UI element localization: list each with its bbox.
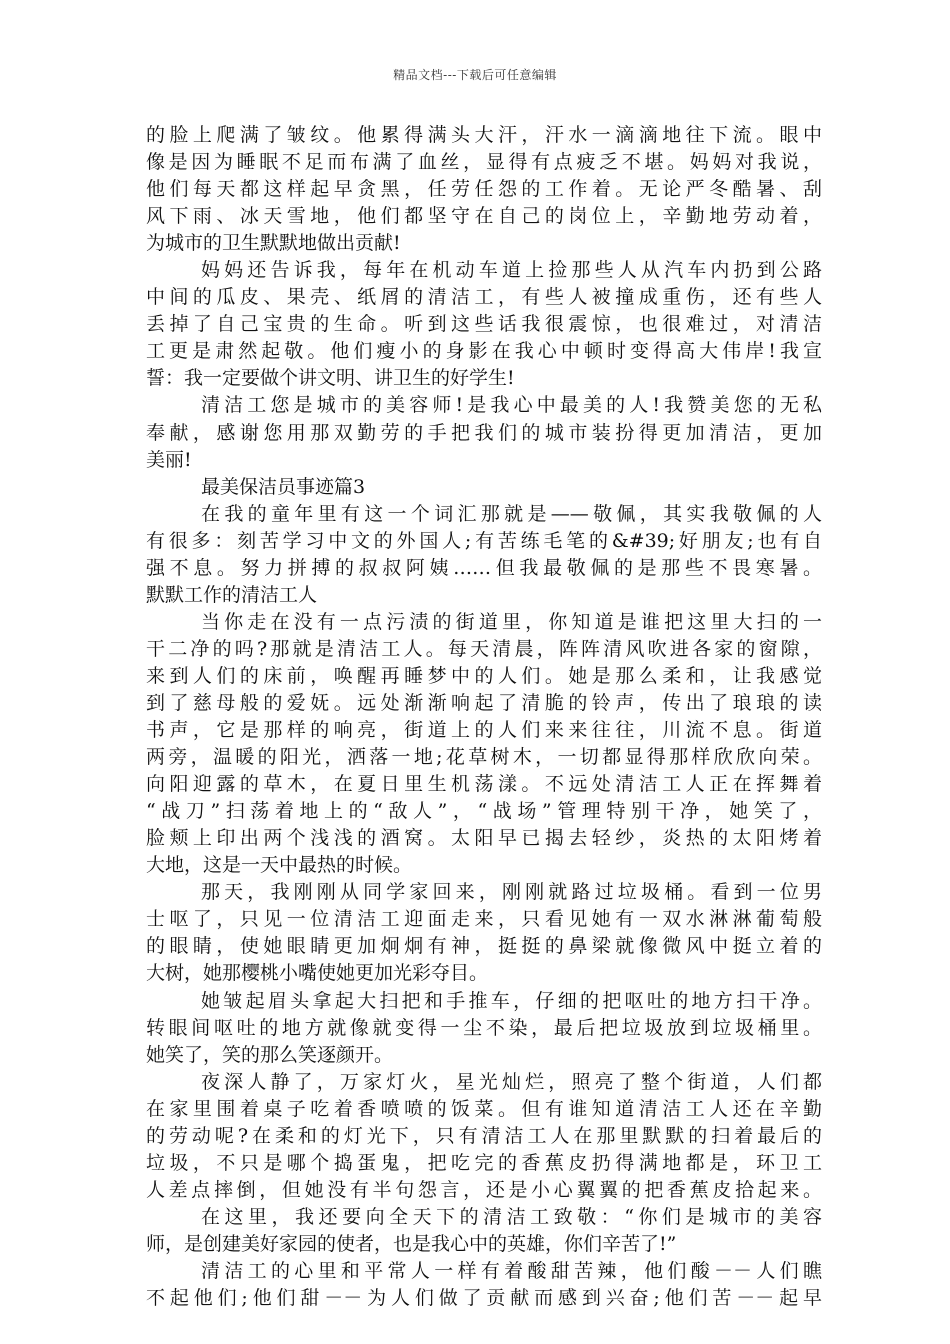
text-line: 的劳动呢?在柔和的灯光下，只有清洁工人在那里默默的扫着最后的 [146, 1124, 822, 1147]
text-line: 誓：我一定要做个讲文明、讲卫生的好学生! [146, 367, 515, 390]
text-line: 像是因为睡眠不足而布满了血丝，显得有点疲乏不堪。妈妈对我说， [146, 151, 822, 174]
text-line: 有很多：刻苦学习中文的外国人;有苦练毛笔的&#39;好朋友;也有自 [146, 529, 822, 552]
text-line: 那天，我刚刚从同学家回来，刚刚就路过垃圾桶。看到一位男 [201, 881, 822, 904]
text-line: 士呕了，只见一位清洁工迎面走来，只看见她有一双水淋淋葡萄般 [146, 908, 822, 931]
text-line: 不起他们;他们甜－－为人们做了贡献而感到兴奋;他们苦－－起早 [146, 1287, 822, 1310]
text-line: 书声，它是那样的响亮，街道上的人们来来往往，川流不息。街道 [146, 719, 822, 742]
text-line: 为城市的卫生默默地做出贡献! [146, 232, 401, 255]
text-line: 风下雨、冰天雪地，他们都坚守在自己的岗位上，辛勤地劳动着， [146, 205, 822, 228]
text-line: 她皱起眉头拿起大扫把和手推车，仔细的把呕吐的地方扫干净。 [201, 989, 822, 1012]
text-line: 大树，她那樱桃小嘴使她更加光彩夺目。 [146, 962, 489, 985]
text-line: 默默工作的清洁工人 [146, 583, 318, 606]
text-line: 在这里，我还要向全天下的清洁工致敬：“你们是城市的美容 [201, 1205, 822, 1228]
text-line: 垃圾，不只是哪个捣蛋鬼，把吃完的香蕉皮扔得满地都是，环卫工 [146, 1151, 822, 1174]
text-line: 脸颊上印出两个浅浅的酒窝。太阳早已揭去轻纱，炎热的太阳烤着 [146, 827, 822, 850]
text-line: 清洁工您是城市的美容师!是我心中最美的人!我赞美您的无私 [201, 394, 822, 417]
text-line: 丢掉了自己宝贵的生命。听到这些话我很震惊，也很难过，对清洁 [146, 313, 822, 336]
text-line: 美丽! [146, 448, 192, 471]
text-line: 两旁，温暖的阳光，洒落一地;花草树木，一切都显得那样欣欣向荣。 [146, 746, 822, 769]
text-line: 奉献，感谢您用那双勤劳的手把我们的城市装扮得更加清洁，更加 [146, 421, 822, 444]
text-line: 向阳迎露的草木，在夏日里生机荡漾。不远处清洁工人正在挥舞着 [146, 773, 822, 796]
text-line: 强不息。努力拼搏的叔叔阿姨……但我最敬佩的是那些不畏寒暑。 [146, 556, 822, 579]
text-line: 在家里围着桌子吃着香喷喷的饭菜。但有谁知道清洁工人还在辛勤 [146, 1097, 822, 1120]
text-line: 人差点摔倒，但她没有半句怨言，还是小心翼翼的把香蕉皮拾起来。 [146, 1178, 822, 1201]
text-line: “战刀”扫荡着地上的“敌人”，“战场”管理特别干净，她笑了， [146, 800, 822, 823]
text-line: 清洁工的心里和平常人一样有着酸甜苦辣，他们酸－－人们瞧 [201, 1259, 822, 1282]
text-line: 夜深人静了，万家灯火，星光灿烂，照亮了整个街道，人们都 [201, 1070, 822, 1093]
text-line: 在我的童年里有这一个词汇那就是——敬佩，其实我敬佩的人 [201, 502, 822, 525]
page-header-watermark: 精品文档---下载后可任意编辑 [393, 68, 557, 82]
text-line: 工更是肃然起敬。他们瘦小的身影在我心中顿时变得高大伟岸!我宣 [146, 340, 822, 363]
text-line: 来到人们的床前，唤醒再睡梦中的人们。她是那么柔和，让我感觉 [146, 664, 822, 687]
text-line: 妈妈还告诉我，每年在机动车道上捡那些人从汽车内扔到公路 [201, 259, 822, 282]
text-line: 的脸上爬满了皱纹。他累得满头大汗，汗水一滴滴地往下流。眼中 [146, 124, 822, 146]
article-body [146, 122, 822, 1312]
text-line: 中间的瓜皮、果壳、纸屑的清洁工，有些人被撞成重伤，还有些人 [146, 286, 822, 309]
text-line: 干二净的吗?那就是清洁工人。每天清晨，阵阵清风吹进各家的窗隙， [146, 637, 822, 660]
text-line: 他们每天都这样起早贪黑，任劳任怨的工作着。无论严冬酷暑、刮 [146, 178, 822, 201]
text-line: 到了慈母般的爱妩。远处渐渐响起了清脆的铃声，传出了琅琅的读 [146, 691, 822, 714]
text-line: 大地，这是一天中最热的时候。 [146, 854, 413, 877]
text-line: 当你走在没有一点污渍的街道里，你知道是谁把这里大扫的一 [201, 610, 822, 633]
text-line: 最美保洁员事迹篇3 [201, 475, 366, 498]
text-line: 她笑了，笑的那么笑逐颜开。 [146, 1043, 394, 1066]
text-line: 的眼睛，使她眼睛更加炯炯有神，挺挺的鼻梁就像微风中挺立着的 [146, 935, 822, 958]
text-line: 转眼间呕吐的地方就像就变得一尘不染，最后把垃圾放到垃圾桶里。 [146, 1016, 822, 1039]
text-line: 师，是创建美好家园的使者，也是我心中的英雄，你们辛苦了!” [146, 1232, 677, 1255]
